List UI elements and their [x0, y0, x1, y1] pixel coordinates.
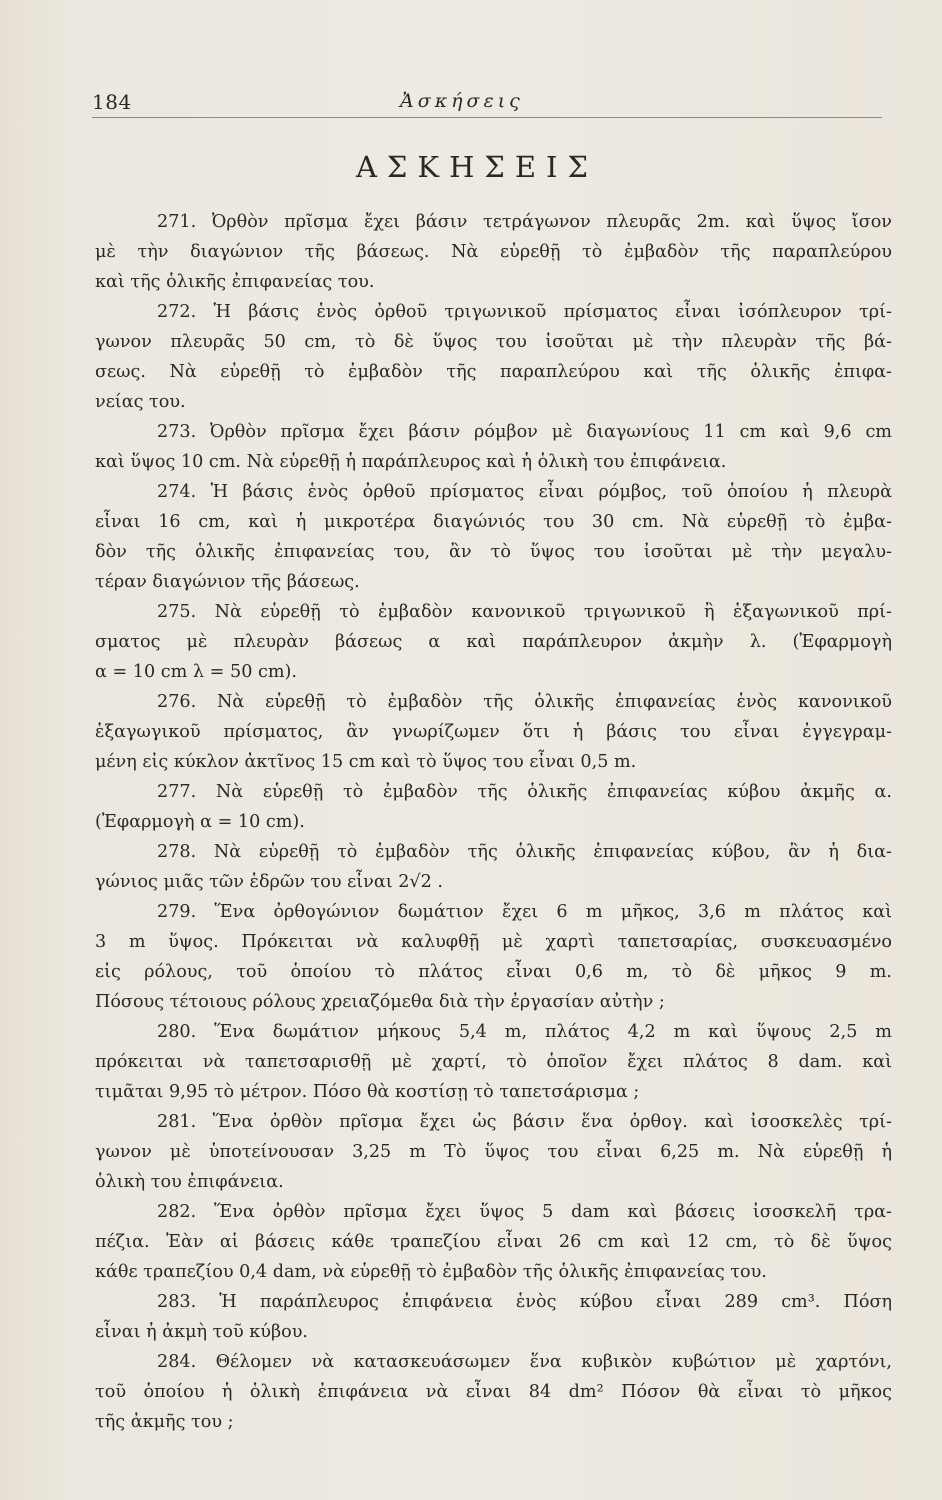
exercise-line: σεως. Νὰ εὑρεθῇ τὸ ἐμβαδὸν τῆς παραπλεύρου καὶ τῆς ὁλικῆς ἐπιφα-	[95, 362, 892, 382]
exercise-first-line: 284. Θέλομεν νὰ κατασκευάσωμεν ἕνα κυβικὸν κυβώτιον μὲ χαρτόνι,	[157, 1352, 892, 1372]
exercise-first-line: 275. Νὰ εὑρεθῇ τὸ ἐμβαδὸν κανονικοῦ τριγωνικοῦ ἢ ἑξαγωνικοῦ πρί-	[157, 602, 892, 622]
exercise-item	[95, 1347, 892, 1437]
exercise-item	[95, 417, 892, 477]
exercise-first-line: 279. Ἕνα ὀρθογώνιον δωμάτιον ἔχει 6 m μῆκος, 3,6 m πλάτος καὶ	[157, 902, 892, 922]
exercise-line: ἑξαγωγικοῦ πρίσματος, ἂν γνωρίζωμεν ὅτι ἡ βάσις του εἶναι ἐγγεγραμ-	[95, 722, 892, 742]
exercise-item	[95, 207, 892, 297]
exercise-first-line: 276. Νὰ εὑρεθῇ τὸ ἐμβαδὸν τῆς ὁλικῆς ἐπιφανείας ἑνὸς κανονικοῦ	[157, 692, 892, 712]
running-head	[92, 88, 882, 120]
exercise-line: καὶ τῆς ὁλικῆς ἐπιφανείας του.	[95, 272, 375, 292]
exercise-line: γώνιος μιᾶς τῶν ἑδρῶν του εἶναι 2√2 .	[95, 872, 444, 892]
exercise-line: μένη εἰς κύκλον ἀκτῖνος 15 cm καὶ τὸ ὕψος του εἶναι 0,5 m.	[95, 752, 637, 772]
exercise-line: τῆς ἀκμῆς του ;	[95, 1412, 234, 1432]
exercise-line: γωνον πλευρᾶς 50 cm, τὸ δὲ ὕψος του ἰσοῦται μὲ τὴν πλευρὰν τῆς βά-	[95, 332, 892, 352]
exercise-line: τοῦ ὁποίου ἡ ὁλικὴ ἐπιφάνεια νὰ εἶναι 84 dm² Πόσον θὰ εἶναι τὸ μῆκος	[95, 1382, 892, 1402]
exercise-first-line: 283. Ἡ παράπλευρος ἐπιφάνεια ἑνὸς κύβου εἶναι 289 cm³. Πόση	[157, 1292, 892, 1312]
exercise-line: 3 m ὕψος. Πρόκειται νὰ καλυφθῇ μὲ χαρτὶ ταπετσαρίας, συσκευασμένο	[95, 932, 892, 952]
exercise-line: πέζια. Ἐὰν αἱ βάσεις κάθε τραπεζίου εἶναι 26 cm καὶ 12 cm, τὸ δὲ ὕψος	[95, 1232, 892, 1252]
exercise-first-line: 273. Ὀρθὸν πρῖσμα ἔχει βάσιν ρόμβον μὲ διαγωνίους 11 cm καὶ 9,6 cm	[157, 422, 892, 442]
exercise-line: νείας του.	[95, 392, 186, 412]
exercise-line: ὁλικὴ του ἐπιφάνεια.	[95, 1172, 284, 1192]
exercise-first-line: 280. Ἕνα δωμάτιον μήκους 5,4 m, πλάτος 4,2 m καὶ ὕψους 2,5 m	[157, 1022, 892, 1042]
exercise-first-line: 278. Νὰ εὑρεθῇ τὸ ἐμβαδὸν τῆς ὁλικῆς ἐπιφανείας κύβου, ἂν ἡ δια-	[157, 842, 892, 862]
exercise-line: εἶναι ἡ ἀκμὴ τοῦ κύβου.	[95, 1322, 309, 1342]
exercise-item	[95, 1287, 892, 1347]
exercise-first-line: 274. Ἡ βάσις ἑνὸς ὀρθοῦ πρίσματος εἶναι ρόμβος, τοῦ ὁποίου ἡ πλευρὰ	[157, 482, 892, 502]
exercise-line: Πόσους τέτοιους ρόλους χρειαζόμεθα διὰ τὴν ἐργασίαν αὐτὴν ;	[95, 992, 665, 1012]
exercise-line: γωνον μὲ ὑποτείνουσαν 3,25 m Τὸ ὕψος του εἶναι 6,25 m. Νὰ εὑρεθῇ ἡ	[95, 1142, 892, 1162]
running-title: Ἀσκήσεις	[400, 90, 524, 112]
exercise-item	[95, 897, 892, 1017]
exercise-line: α = 10 cm λ = 50 cm).	[95, 662, 297, 682]
exercise-line: τιμᾶται 9,95 τὸ μέτρον. Πόσο θὰ κοστίσῃ τὸ ταπετσάρισμα ;	[95, 1082, 640, 1102]
exercise-item	[95, 477, 892, 597]
exercise-line: σματος μὲ πλευρὰν βάσεως α καὶ παράπλευρον ἀκμὴν λ. (Ἐφαρμογὴ	[95, 632, 892, 652]
exercise-line: κάθε τραπεζίου 0,4 dam, νὰ εὑρεθῇ τὸ ἐμβαδὸν τῆς ὁλικῆς ἐπιφανείας του.	[95, 1262, 767, 1282]
page-number: 184	[92, 90, 132, 114]
header-rule	[92, 117, 882, 118]
exercise-line: τέραν διαγώνιον τῆς βάσεως.	[95, 572, 360, 592]
exercise-line: εἶναι 16 cm, καὶ ἡ μικροτέρα διαγώνιός του 30 cm. Νὰ εὑρεθῇ τὸ ἐμβα-	[95, 512, 892, 532]
exercise-first-line: 271. Ὀρθὸν πρῖσμα ἔχει βάσιν τετράγωνον πλευρᾶς 2m. καὶ ὕψος ἴσον	[157, 212, 892, 232]
exercise-item	[95, 837, 892, 897]
section-title: ΑΣΚΗΣΕΙΣ	[355, 150, 599, 184]
exercise-first-line: 272. Ἡ βάσις ἑνὸς ὀρθοῦ τριγωνικοῦ πρίσματος εἶναι ἰσόπλευρον τρί-	[157, 302, 892, 322]
exercise-item	[95, 1197, 892, 1287]
exercise-line: πρόκειται νὰ ταπετσαρισθῇ μὲ χαρτί, τὸ ὁποῖον ἔχει πλάτος 8 dam. καὶ	[95, 1052, 892, 1072]
exercise-line: (Ἐφαρμογὴ α = 10 cm).	[95, 812, 305, 832]
exercise-item	[95, 1017, 892, 1107]
exercise-item	[95, 687, 892, 777]
exercise-first-line: 282. Ἕνα ὀρθὸν πρῖσμα ἔχει ὕψος 5 dam καὶ βάσεις ἰσοσκελῆ τρα-	[157, 1202, 892, 1222]
exercise-first-line: 277. Νὰ εὑρεθῇ τὸ ἐμβαδὸν τῆς ὁλικῆς ἐπιφανείας κύβου ἀκμῆς α.	[157, 782, 892, 802]
exercise-item	[95, 597, 892, 687]
exercise-item	[95, 1107, 892, 1197]
exercise-line: εἰς ρόλους, τοῦ ὁποίου τὸ πλάτος εἶναι 0,6 m, τὸ δὲ μῆκος 9 m.	[95, 962, 892, 982]
exercise-item	[95, 777, 892, 837]
exercise-first-line: 281. Ἕνα ὀρθὸν πρῖσμα ἔχει ὡς βάσιν ἕνα ὀρθογ. καὶ ἰσοσκελὲς τρί-	[157, 1112, 892, 1132]
exercise-line: μὲ τὴν διαγώνιον τῆς βάσεως. Νὰ εὑρεθῇ τὸ ἐμβαδὸν τῆς παραπλεύρου	[95, 242, 892, 262]
exercise-line: δὸν τῆς ὁλικῆς ἐπιφανείας του, ἂν τὸ ὕψος του ἰσοῦται μὲ τὴν μεγαλυ-	[95, 542, 892, 562]
exercise-line: καὶ ὕψος 10 cm. Νὰ εὑρεθῇ ἡ παράπλευρος καὶ ἡ ὁλικὴ του ἐπιφάνεια.	[95, 452, 727, 472]
exercise-item	[95, 297, 892, 417]
exercise-list	[95, 207, 892, 1437]
